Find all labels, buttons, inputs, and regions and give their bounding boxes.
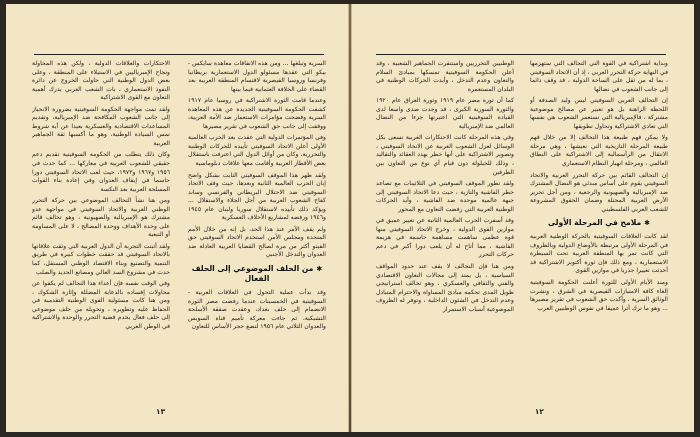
paragraph: ومن هنا نشأ التحالف الموضوعي بين حركة التحرر الوطني العربية والاتحاد السوفيتي في مواجهة عدو مشترك هو الإمبريالية والصهيونية ، وهو تحالف قائم على وحدة الأهداف ووحدة المصالح ، لا على المساومة أو التبعية — [32, 197, 170, 239]
right-page-left-column — [376, 60, 514, 390]
paragraph: وفي الوقت نفسه فإن أعداء هذا التحالف لم يكفوا عن محاولات إفساده بالدعاية المضللة وإثارة الشكوك ، ومن هنا كانت مسئولية القوى الوطنية التقدمية في الحفاظ عليه وتطويره ، وتحويله من حلف موضوعي إلى حلف فعال يخدم قضية التحرر والوحدة والاشتراكية في الوطن العربي — [32, 280, 170, 330]
paragraph: كما أن ثورة مصر عام ١٩١٩ وثورة العراق عام ١٩٢٠ والثورة السورية الكبرى ، قد وجدت صدى واسعا لدى القيادة السوفيتية التي اعتبرتها جزءا من النضال العالمي ضد الإمبريالية — [376, 97, 514, 130]
paragraph: ولقد أثبتت التجربة أن الدول العربية التي وثقت علاقاتها بالاتحاد السوفيتي قد حققت خطوات كبيرة في طريق التنمية والتصنيع وبناء الاقتصاد الوطني المستقل، كما حدث في مشروع السد العالي ومصانع الحديد والصلب — [32, 242, 170, 276]
left-page — [6, 4, 349, 432]
section-heading: ✱ملامح في المرحلة الأولى — [547, 218, 651, 228]
left-page-right-column — [188, 60, 326, 390]
paragraph: وفي هذه المرحلة كانت الاحتكارات الغربية تسعى بكل الوسائل لعزل الشعوب العربية عن الاتحاد السوفيتي ، وتصوير الاشتراكية على أنها خطر يهدد العقائد والتقاليد ، وذلك للحيلولة دون قيام أي نوع من التعاون بين الطرفين — [376, 134, 514, 176]
book-spread — [6, 4, 694, 432]
paragraph: ولقد تطور الموقف السوفيتي في الثلاثينات مع تصاعد خطر الفاشية والنازية ، حيث دعا الاتحاد السوفيتي إلى جبهة عالمية موحدة ضد الفاشية ، وأيد الحركات الوطنية العربية التي رفضت التعاون مع المحور — [376, 180, 514, 213]
paragraph: ولقد تمت مواجهة الحكومة السوفيتية بضرورة الانحياز إلى جانب الشعوب المكافحة ضد الإمبريالية، وتقديم المساعدات الاقتصادية والعسكرية بعيدا عن أية شروط تمس السيادة الوطنية، وهو ما أكسبها ثقة الجماهير العربية — [32, 105, 170, 147]
paragraph: السرية وتبلغها ... ومن هذه الاتفاقات معاهدة سايكس - بيكو التي عقدها مسئولو الدول الاستعمارية بريطانيا وفرنسا وروسيا القيصرية لاقتسام المنطقة العربية بعد القضاء على الخلافة العثمانية فيما بينها — [188, 60, 326, 93]
paragraph: ومن هنا فإن التحالف لا يقف عند حدود المواقف السياسية ، بل يمتد إلى مجالات التعاون الاقتصادي والفني والثقافي والعسكري ، وهو تحالف استراتيجي طويل المدى تحكمه مبادئ المساواة والاحترام المتبادل وعدم التدخل في الشئون الداخلية ، وتوفر له الظروف الموضوعية أسباب الاستمرار — [376, 263, 514, 313]
paragraph: وكان ذلك يتطلب من الحكومة السوفيتية تقديم دعم حقيقي للشعوب العربية في معاركها ... كما حدث في ١٩٥٦ و١٩٦٧ و١٩٧٣، حيث لعب الاتحاد السوفيتي دورا حاسما في إيقاف العدوان وفي إعادة بناء القوات المسلحة العربية بعد النكسة — [32, 151, 170, 193]
paragraph: وعندما قامت الثورة الاشتراكية في روسيا عام ١٩١٧ كشفت الحكومة السوفيتية الجديدة عن هذه المعاهدة السرية وفضحت مؤامرات الاستعمار ضد الأمة العربية، ووقفت إلى جانب حق الشعوب في تقرير مصيرها — [188, 97, 326, 130]
paragraph: وفي المؤتمرات الدولية التي عقدت بعد الحرب العالمية الأولى أعلن الاتحاد السوفيتي تأييده للحركات الوطنية والتحررية، وكان من أوائل الدول التي اعترفت باستقلال بعض الأقطار العربية وأقامت معها علاقات دبلوماسية — [188, 134, 326, 168]
top-rule — [34, 54, 324, 55]
paragraph: إن التحالف القائم بين حركة التحرر العربية والاتحاد السوفيتي يقوم على أساس مبدئي هو النضال المشترك ضد الإمبريالية والصهيونية والرجعية ، ومن أجل تحرير الأرض العربية المحتلة وضمان الحقوق المشروعة للشعب العربي الفلسطيني — [530, 171, 668, 213]
paragraph: إن التحالف العربي السوفيتي ليس وليد الصدفة أو اللحظة الراهنة بل هو تعبير عن مصالح موضوعية مشتركة ، فالإمبريالية التي تستعمر الشعوب هي نفسها التي تعادي الاشتراكية وتحاول تطويقها — [530, 97, 668, 130]
paragraph: الاحتكارات والعلاقات الدولية ، ولكن هذه المحاولة ونجاح الإمبرياليين في الاستيلاء على المنطقة ، وعلى بعض الدول الوطنية التي حاولت الخروج عن دائرة النفوذ الاستعماري ، بات الشعب العربي يدرك أهمية التعاون مع القوى الاشتراكية — [32, 60, 170, 102]
page-number: ١٣ — [156, 407, 166, 416]
paragraph: ومنذ الأيام الأولى للثورة أعلنت الحكومة السوفيتية إلغاء كافة الامتيازات القيصرية في الشرق ، ونشرت الوثائق السرية ، وأكدت حق الشعوب في تقرير مصيرها ... وهو ما ترك أثرا عميقا في نفوس الوطنيين العرب — [530, 279, 668, 312]
asterisk-icon: ✱ — [316, 265, 323, 274]
right-page — [351, 4, 694, 432]
paragraph: وبداية اشتراكية في القوة التي التحالف التي ستهزمها في النهاية حركة التحرر العربي ، إذ أن الاتحاد السوفيتي ، بما له من ثقل على الساحة الدولية ، قد وقف دائما إلى جانب الشعوب في نضالها — [530, 60, 668, 93]
paragraph: وقد بدأت عملية التحول في العلاقات العربية - السوفيتية في الخمسينات عندما رفضت مصر الثورة الانضمام إلى حلف بغداد، وعقدت صفقة الأسلحة التشيكية، ثم جاءت معركة تأميم قناة السويس والعدوان الثلاثي عام ١٩٥٦ لتضع حجر الأساس للتعاون — [188, 289, 326, 331]
asterisk-icon: ✱ — [644, 219, 651, 228]
right-page-right-column — [530, 60, 668, 390]
page-number: ١٢ — [534, 407, 544, 416]
top-rule — [376, 54, 666, 55]
section-heading: ✱من الحلف الموضوعي إلى الحلف الفعال — [191, 264, 323, 284]
paragraph: ولم يقف الأمر عند هذا الحد، بل إنه من خلال الأمم المتحدة ومجلس الأمن استخدم الاتحاد السوفيتي حق الفيتو أكثر من مرة لصالح القضايا العربية العادلة ضد العدوان والتدخل الأجنبي — [188, 225, 326, 259]
paragraph: ولا يمكن فهم طبيعة هذا التحالف إلا من خلال فهم طبيعة المرحلة التاريخية التي نعيشها ، وهي مرحلة الانتقال من الرأسمالية إلى الاشتراكية على النطاق العالمي ، ومرحلة انهيار النظام الاستعماري — [530, 134, 668, 168]
paragraph: الوطنيين التحرريين واستنفرت الجماهير الشعبية ، وقد أعلن الحكومة السوفيتية تمسكها بمبادئ السلام والتعاون وعدم التدخل ، وأيدت الحركات الوطنية في البلدان المستعمرة — [376, 60, 514, 93]
paragraph: لقد كانت العلاقات السوفيتية بالحركة الوطنية العربية في المرحلة الأولى مرتبطة بالأوضاع الدولية وبالظروف التي كانت تمر بها المنطقة العربية تحت السيطرة الاستعمارية ، ومع ذلك فإن ثورة أكتوبر الاشتراكية قد أحدثت تغييرا جذريا في موازين القوى — [530, 233, 668, 275]
paragraph: وقد أسفرت الحرب العالمية الثانية عن تغيير عميق في موازين القوى الدولية ، وخرج الاتحاد السوفيتي منها قوة عظمى ساهمت مساهمة حاسمة في هزيمة الفاشية ، مما أتاح له أن يلعب دورا أكبر في دعم حركات التحرر — [376, 217, 514, 259]
left-page-left-column — [32, 60, 170, 390]
paragraph: ولقد ظهر هذا الموقف السوفيتي الثابت بشكل واضح إبان الحرب العالمية الثانية وبعدها، حيث وقف الاتحاد السوفيتي ضد الاحتلال البريطاني والفرنسي وساند كفاح الشعوب العربية من أجل الجلاء والاستقلال ... ويؤكد ذلك تأييده لاستقلال سوريا ولبنان عام ١٩٤٥ و١٩٤٦ ورفضه لمشاريع الأحلاف العسكرية — [188, 171, 326, 222]
